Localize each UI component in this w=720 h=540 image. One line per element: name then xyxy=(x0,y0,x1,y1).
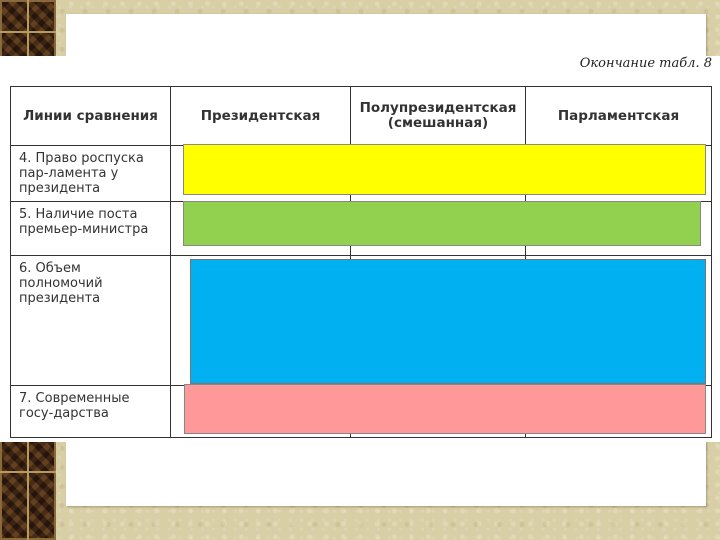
decorative-tile-bottom xyxy=(0,440,56,540)
row-label: 5. Наличие поста премьер-министра xyxy=(11,202,171,256)
header-parliamentary: Парламентская xyxy=(526,87,712,146)
header-presidential: Президентская xyxy=(171,87,351,146)
row-label: 7. Современные госу-дарства xyxy=(11,386,171,438)
row-label: 4. Право роспуска пар-ламента у президента xyxy=(11,146,171,202)
table-header-row xyxy=(11,87,712,146)
row-label: 6. Объем полномочий президента xyxy=(11,256,171,386)
answer-cover-yellow[interactable] xyxy=(183,144,706,195)
header-comparison-lines: Линии сравнения xyxy=(11,87,171,146)
header-semi-presidential: Полупрезидентская (смешанная) xyxy=(351,87,526,146)
answer-cover-blue[interactable] xyxy=(190,259,706,384)
answer-cover-green[interactable] xyxy=(183,201,701,246)
decorative-tile-top xyxy=(0,0,56,62)
table-caption: Окончание табл. 8 xyxy=(579,56,712,71)
answer-cover-pink[interactable] xyxy=(184,384,706,434)
